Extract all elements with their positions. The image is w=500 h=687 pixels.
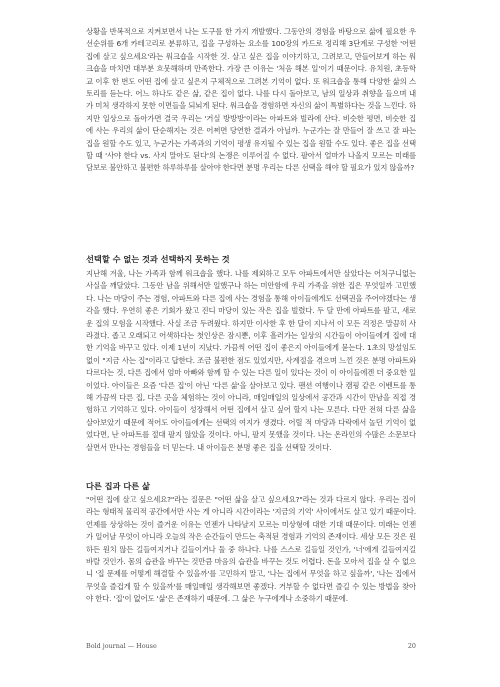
article-paragraph-1: 상황을 반복적으로 지켜보면서 나는 도구를 한 가지 개발했다. 그동안의 경험을 바탕으로 삶에 필요한 우선순위를 6개 카테고리로 분류하고, 집을 구성하는 요소를 100장의 카드로 정리해 3단계로 구성한 '어떤 집에 살고 싶으세요'라는 워크숍을 시작한 것. 살고 싶은 집을 이야기하고, 그려보고, 만들어보게 하는 워크숍을 마치면 대부분 흐뭇해하며 만족한다. 가장 큰 이유는 '처음 해본 일'이기 때문이다. 유치원, 초등학교 이후 한 번도 어떤 집에 살고 싶은지 구체적으로 그려본 기억이 없다. 또 워크숍을 통해 다양한 삶의 스토리를 듣는다. 어느 하나도 같은 삶, 같은 집이 없다. 나를 다시 돌아보고, 남의 일상과 취향을 들으며 내가 미처 생각하지 못한 이면들을 되뇌게 된다. 워크숍을 경험하면 자신의 삶이 특별하다는 것을 느낀다. 하지만 일상으로 돌아가면 결국 우리는 '거실 방방방'이라는 아파트와 빌라에 산다. 비슷한 평면, 비슷한 집에 사는 우리의 삶이 단순해지는 것은 어쩌면 당연한 결과가 아닐까. 누군가는 잘 만들어 잘 쓰고 잘 파는 집을 원할 수도 있고, 누군가는 가족과의 기억이 평생 유지될 수 있는 집을 원할 수도 있다. 좋은 집을 선택할 때 '사야 한다 vs. 사지 말아도 된다'의 논쟁은 이루어질 수 없다. 팔아서 얼마가 나올지 모르는 미래를 담보로 불안하고 불편한 하루하루를 살아야 한다면 분명 우리는 다른 선택을 해야 할 필요가 있지 않을까? [86, 27, 416, 173]
section-heading-other-house: 다른 집과 다른 삶 [86, 481, 150, 491]
article-paragraph-2: 지난해 겨울, 나는 가족과 함께 워크숍을 했다. 나를 제외하고 모두 아파트에서만 살았다는 어처구니없는 사실을 깨달았다. 그동안 남을 위해서만 일했구나 하는 미안함에 우리 가족을 위한 집은 무엇일까 고민했다. 나는 마당이 주는 경험, 아파트와 다른 집에 사는 경험을 통해 아이들에게도 선택권을 주어야겠다는 생각을 했다. 우연히 좋은 기회가 왔고 진디 마당이 있는 작은 집을 빌렸다. 두 달 만에 아파트를 팔고, 새로운 집의 모험을 시작했다. 사실 조금 두려웠다. 하지만 이사한 후 한 달이 지나서 이 모든 걱정은 말끔히 사라졌다. 좁고 오래되고 어색하다는 첫인상은 잠시뿐, 이후 흘러가는 일상의 시간들이 아이들에게 집에 대한 기억을 바꾸고 있다. 이제 1년이 지났다. 가끔씩 어떤 집이 좋은지 아이들에게 묻는다. 1초의 망설임도 없이 "지금 사는 집"이라고 답한다. 조금 불편한 점도 있었지만, 사계절을 겪으며 느낀 것은 분명 아파트와 다르다는 것, 다른 집에서 엄마 아빠와 함께 할 수 있는 다른 일이 있다는 것이 이 아이들에겐 더 중요한 일이었다. 아이들은 요즘 '다른 집'이 아닌 '다른 삶'을 살아보고 있다. 팬션 여행이나 캠핑 같은 이벤트를 통해 가끔씩 다른 집, 다른 곳을 체험하는 것이 아니라, 매일매일의 일상에서 공간과 시간이 만남을 직접 경험하고 기억하고 있다. 아이들이 성장해서 어떤 집에서 살고 싶어 할지 나는 모른다. 다만 전혀 다른 삶을 살아보았기 때문에 적어도 아이들에게는 선택의 여지가 생겼다. 어릴 적 마당과 다락에서 놀던 기억이 없었다면, 난 아파트를 절대 팔지 않았을 것이다. 아니, 팔지 못했을 것이다. 나는 온라인의 수많은 소문보다 살면서 만나는 경험들을 더 믿는다. 내 아이들은 분명 좋은 집을 선택할 것이다. [86, 269, 416, 452]
article-column [86, 26, 416, 604]
footer-publication: Bold journal — House [86, 642, 157, 650]
footer-page-number: 20 [407, 642, 416, 650]
article-paragraph-3: "어떤 집에 살고 싶으세요?"라는 질문은 "어떤 삶을 살고 싶으세요?"라는 것과 다르지 않다. 우리는 집이라는 형태적 물리적 공간에서만 사는 게 아니라 시간이라는 '지금의 기억' 사이에서도 살고 있기 때문이다. 언제를 상상하는 것이 즐거운 이유는 언젠가 나타날지 모르는 미상형에 대한 기대 때문이다. 미래는 언젠가 일어날 무엇이 아니라 오늘의 작은 순간들이 만드는 축적된 경험과 기억의 존재이다. 세상 모든 것은 원하든 원치 않든 길들여지거나 길들이거나 둘 중 하나다. 나를 스스로 길들일 것인가, '너'에게 길들여지길 바랄 것인가. 몸의 습관을 바꾸는 것만큼 마음의 습관을 바꾸는 것도 어렵다. 돈을 모아서 집을 살 수 없으니 '집 문제를 어떻게 해결할 수 있을까'를 고민하지 말고, '나는 집에서 무엇을 하고 싶을까', '나는 집에서 무엇을 즐겁게 할 수 있을까'를 매일매일 생각해보면 좋겠다. 거부할 수 없다면 즐길 수 있는 방법을 찾아야 한다. '집'이 없어도 '삶'은 존재하기 때문에. 그 삶은 누구에게나 소중하기 때문에. [86, 495, 416, 604]
section-heading-choice: 선택할 수 없는 것과 선택하지 못하는 것 [86, 254, 230, 264]
